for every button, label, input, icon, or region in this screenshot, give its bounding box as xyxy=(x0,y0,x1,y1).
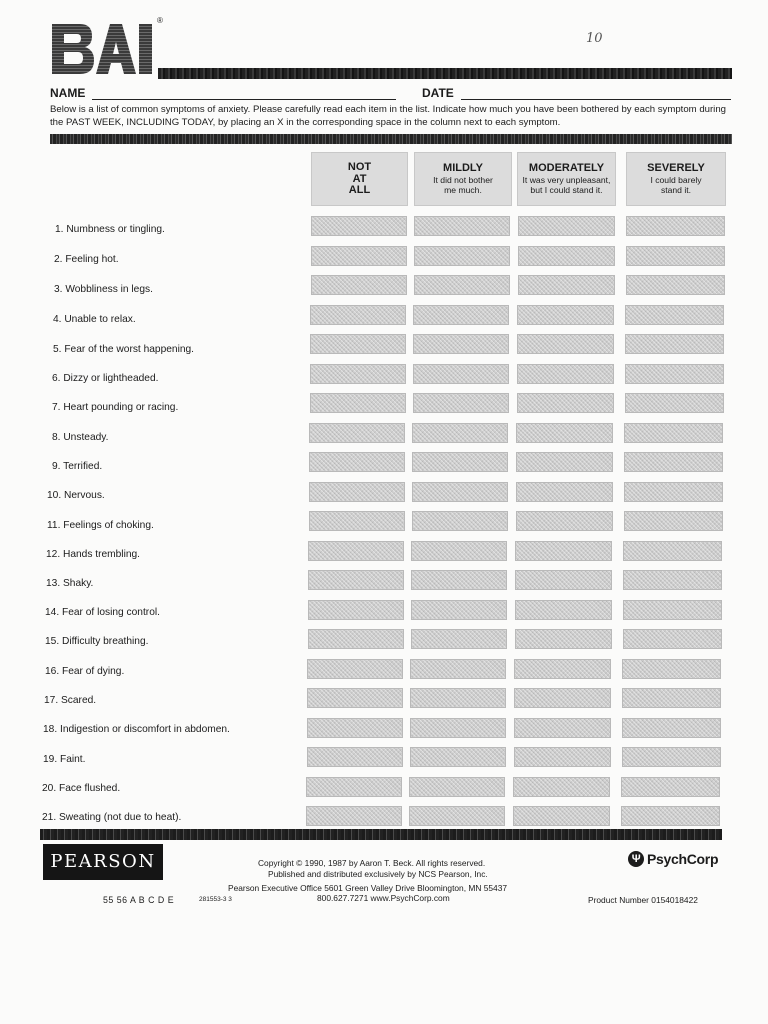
symptom-label: 4. Unable to relax. xyxy=(53,314,136,325)
response-cell-moderately[interactable] xyxy=(516,452,613,472)
response-cell-not-at-all[interactable] xyxy=(309,511,405,531)
response-cell-mildly[interactable] xyxy=(410,718,506,738)
response-cell-severely[interactable] xyxy=(625,393,724,413)
response-cell-severely[interactable] xyxy=(624,452,723,472)
response-cell-mildly[interactable] xyxy=(413,305,509,325)
response-cell-mildly[interactable] xyxy=(413,393,509,413)
symptom-label: 10. Nervous. xyxy=(47,490,105,501)
response-cell-severely[interactable] xyxy=(621,806,720,826)
response-cell-severely[interactable] xyxy=(621,777,720,797)
response-cell-mildly[interactable] xyxy=(410,688,506,708)
response-cell-moderately[interactable] xyxy=(518,275,615,295)
symptom-label: 3. Wobbliness in legs. xyxy=(54,284,153,295)
symptom-label: 9. Terrified. xyxy=(52,461,103,472)
handwritten-score: 10 xyxy=(586,31,603,46)
response-cell-not-at-all[interactable] xyxy=(307,659,403,679)
response-cell-not-at-all[interactable] xyxy=(308,629,404,649)
response-cell-moderately[interactable] xyxy=(514,659,611,679)
response-cell-moderately[interactable] xyxy=(516,482,613,502)
response-cell-severely[interactable] xyxy=(624,423,723,443)
symptom-label: 8. Unsteady. xyxy=(52,432,109,443)
response-cell-severely[interactable] xyxy=(623,570,722,590)
response-cell-severely[interactable] xyxy=(626,275,725,295)
header-rule xyxy=(158,68,732,79)
response-cell-moderately[interactable] xyxy=(518,246,615,266)
instructions: Below is a list of common symptoms of anxiety. Please carefully read each item in the list. Indicate how much you have been bothered by each symptom during the PAST WEEK, INCLUDING TODAY, by placing an X in the corresponding space in the column next to each symptom. xyxy=(50,104,726,128)
response-cell-not-at-all[interactable] xyxy=(309,482,405,502)
response-cell-mildly[interactable] xyxy=(410,747,506,767)
product-number: Product Number 0154018422 xyxy=(588,895,698,905)
office-address: Pearson Executive Office 5601 Green Valley Drive Bloomington, MN 55437 xyxy=(228,883,508,893)
column-title: SEVERELY xyxy=(647,162,705,174)
column-subtitle: I could barely stand it. xyxy=(650,175,702,195)
psi-icon: Ψ xyxy=(628,851,644,867)
symptom-label: 5. Fear of the worst happening. xyxy=(53,344,195,355)
response-cell-mildly[interactable] xyxy=(411,629,507,649)
response-cell-moderately[interactable] xyxy=(513,806,610,826)
column-subtitle: It was very unpleasant, but I could stand it. xyxy=(522,175,611,195)
response-cell-not-at-all[interactable] xyxy=(311,246,407,266)
response-cell-moderately[interactable] xyxy=(516,511,613,531)
symptom-label: 11. Feelings of choking. xyxy=(47,520,154,531)
symptom-label: 17. Scared. xyxy=(44,695,97,706)
registered-mark: ® xyxy=(157,16,163,25)
response-cell-not-at-all[interactable] xyxy=(310,305,406,325)
response-cell-moderately[interactable] xyxy=(518,216,615,236)
response-cell-moderately[interactable] xyxy=(517,364,614,384)
response-cell-moderately[interactable] xyxy=(514,718,611,738)
symptom-label: 16. Fear of dying. xyxy=(45,666,125,677)
date-field[interactable] xyxy=(461,98,731,100)
response-cell-mildly[interactable] xyxy=(412,423,508,443)
response-cell-moderately[interactable] xyxy=(517,393,614,413)
response-cell-severely[interactable] xyxy=(626,216,725,236)
response-cell-not-at-all[interactable] xyxy=(308,570,404,590)
column-title: MILDLY xyxy=(443,162,483,174)
response-cell-moderately[interactable] xyxy=(515,629,612,649)
response-cell-not-at-all[interactable] xyxy=(307,718,403,738)
response-cell-mildly[interactable] xyxy=(410,659,506,679)
print-code: 281553-3 3 xyxy=(199,896,232,903)
response-cell-not-at-all[interactable] xyxy=(306,806,402,826)
brand-name: PsychCorp xyxy=(647,851,719,867)
response-cell-severely[interactable] xyxy=(624,511,723,531)
symptom-label: 20. Face flushed. xyxy=(42,783,121,794)
response-cell-not-at-all[interactable] xyxy=(308,600,404,620)
response-cell-mildly[interactable] xyxy=(414,246,510,266)
response-cell-severely[interactable] xyxy=(622,747,721,767)
instructions-rule xyxy=(50,134,732,144)
response-cell-mildly[interactable] xyxy=(412,511,508,531)
name-field[interactable] xyxy=(92,98,396,100)
response-cell-severely[interactable] xyxy=(626,246,725,266)
response-cell-mildly[interactable] xyxy=(411,600,507,620)
response-cell-moderately[interactable] xyxy=(514,747,611,767)
response-cell-moderately[interactable] xyxy=(515,541,612,561)
response-cell-not-at-all[interactable] xyxy=(309,423,405,443)
form-code: 55 56 A B C D E xyxy=(103,895,175,905)
response-cell-mildly[interactable] xyxy=(413,364,509,384)
response-cell-not-at-all[interactable] xyxy=(307,688,403,708)
response-cell-moderately[interactable] xyxy=(517,334,614,354)
response-cell-moderately[interactable] xyxy=(515,600,612,620)
symptom-label: 12. Hands trembling. xyxy=(46,549,141,560)
response-cell-severely[interactable] xyxy=(624,482,723,502)
response-cell-mildly[interactable] xyxy=(412,452,508,472)
response-cell-severely[interactable] xyxy=(625,364,724,384)
symptom-label: 19. Faint. xyxy=(43,754,86,765)
response-cell-not-at-all[interactable] xyxy=(306,777,402,797)
response-cell-mildly[interactable] xyxy=(414,216,510,236)
response-cell-severely[interactable] xyxy=(623,541,722,561)
response-cell-severely[interactable] xyxy=(622,688,721,708)
response-cell-not-at-all[interactable] xyxy=(310,334,406,354)
symptom-label: 7. Heart pounding or racing. xyxy=(52,402,179,413)
response-cell-severely[interactable] xyxy=(625,305,724,325)
response-cell-mildly[interactable] xyxy=(413,334,509,354)
response-cell-not-at-all[interactable] xyxy=(310,364,406,384)
response-cell-severely[interactable] xyxy=(622,659,721,679)
distribution-text: Published and distributed exclusively by NCS Pearson, Inc. xyxy=(268,869,488,879)
response-cell-moderately[interactable] xyxy=(513,777,610,797)
symptom-label: 18. Indigestion or discomfort in abdomen. xyxy=(43,724,230,735)
response-cell-moderately[interactable] xyxy=(517,305,614,325)
response-cell-severely[interactable] xyxy=(623,629,722,649)
symptom-label: 14. Fear of losing control. xyxy=(45,607,160,618)
column-title: NOT AT ALL xyxy=(347,161,372,196)
response-cell-moderately[interactable] xyxy=(514,688,611,708)
response-cell-not-at-all[interactable] xyxy=(311,216,407,236)
response-cell-mildly[interactable] xyxy=(411,570,507,590)
response-cell-mildly[interactable] xyxy=(411,541,507,561)
symptom-label: 21. Sweating (not due to heat). xyxy=(42,812,182,823)
column-title: MODERATELY xyxy=(528,162,605,174)
contact-info: 800.627.7271 www.PsychCorp.com xyxy=(317,893,450,903)
column-header-not-at-all xyxy=(311,152,408,206)
symptom-label: 1. Numbness or tingling. xyxy=(55,224,165,235)
column-header-mildly xyxy=(414,152,512,206)
symptom-label: 6. Dizzy or lightheaded. xyxy=(52,373,159,384)
response-cell-not-at-all[interactable] xyxy=(308,541,404,561)
symptom-label: 13. Shaky. xyxy=(46,578,94,589)
response-cell-moderately[interactable] xyxy=(515,570,612,590)
response-cell-mildly[interactable] xyxy=(409,777,505,797)
response-cell-severely[interactable] xyxy=(625,334,724,354)
column-header-moderately xyxy=(517,152,616,206)
pearson-logo: PEARSON xyxy=(43,844,163,880)
copyright-text: Copyright © 1990, 1987 by Aaron T. Beck. All rights reserved. xyxy=(258,858,486,868)
response-cell-mildly[interactable] xyxy=(409,806,505,826)
response-cell-severely[interactable] xyxy=(622,718,721,738)
response-cell-moderately[interactable] xyxy=(516,423,613,443)
response-cell-not-at-all[interactable] xyxy=(311,275,407,295)
name-label: NAME xyxy=(50,86,86,100)
column-header-severely xyxy=(626,152,726,206)
response-cell-not-at-all[interactable] xyxy=(307,747,403,767)
response-cell-not-at-all[interactable] xyxy=(309,452,405,472)
psychcorp-logo xyxy=(628,851,718,867)
bai-logo xyxy=(50,20,155,76)
response-cell-mildly[interactable] xyxy=(414,275,510,295)
response-cell-not-at-all[interactable] xyxy=(310,393,406,413)
response-cell-severely[interactable] xyxy=(623,600,722,620)
footer-rule xyxy=(40,829,722,840)
symptom-label: 2. Feeling hot. xyxy=(54,254,119,265)
response-cell-mildly[interactable] xyxy=(412,482,508,502)
date-label: DATE xyxy=(422,86,454,100)
column-subtitle: It did not bother me much. xyxy=(433,175,493,195)
symptom-label: 15. Difficulty breathing. xyxy=(45,636,149,647)
